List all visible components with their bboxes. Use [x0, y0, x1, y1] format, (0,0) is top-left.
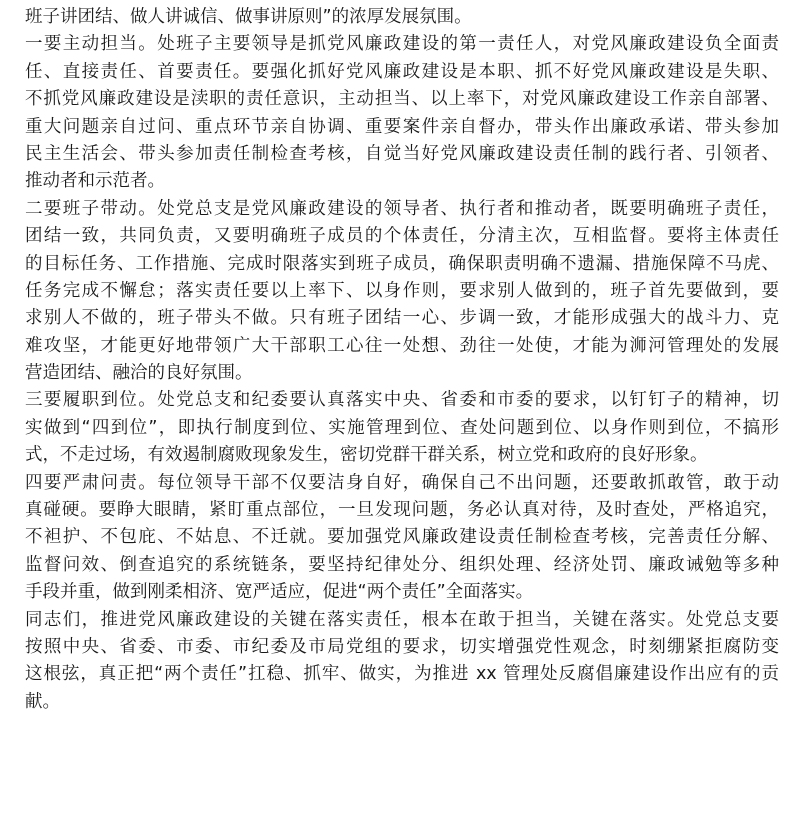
text-line: 实做到“四到位”，即执行制度到位、实施管理到位、查处问题到位、以身作则到位，不搞形 — [25, 417, 779, 438]
document-body — [25, 4, 785, 716]
text-line: 三要履职到位。处党总支和纪委要认真落实中央、省委和市委的要求，以钉钉子的精神，切 — [25, 390, 779, 411]
text-line: 真碰硬。要睁大眼睛，紧盯重点部位，一旦发现问题，务必认真对待，及时查处，严格追究， — [25, 500, 779, 521]
text-line: 不抓党风廉政建设是渎职的责任意识，主动担当、以上率下，对党风廉政建设工作亲自部署、 — [25, 89, 779, 110]
text-line: 任、直接责任、首要责任。要强化抓好党风廉政建设是本职、抓不好党风廉政建设是失职、 — [25, 61, 779, 82]
text-line: 任务完成不懈怠；落实责任要以上率下、以身作则，要求别人做到的，班子首先要做到，要 — [25, 280, 779, 301]
text-line: 民主生活会、带头参加责任制检查考核，自觉当好党风廉政建设责任制的践行者、引领者、 — [25, 143, 779, 164]
text-line: 推动者和示范者。 — [25, 171, 165, 192]
text-line: 营造团结、融洽的良好氛围。 — [25, 363, 253, 384]
text-line: 求别人不做的，班子带头不做。只有班子团结一心、步调一致，才能形成强大的战斗力、克 — [25, 308, 779, 329]
text-line: 四要严肃问责。每位领导干部不仅要洁身自好，确保自己不出问题，还要敢抓敢管，敢于动 — [25, 472, 779, 493]
text-line: 同志们，推进党风廉政建设的关键在落实责任，根本在敢于担当，关键在落实。处党总支要 — [25, 609, 779, 630]
text-line: 难攻坚，才能更好地带领广大干部职工心往一处想、劲往一处使，才能为浉河管理处的发展 — [25, 335, 779, 356]
text-line: 一要主动担当。处班子主要领导是抓党风廉政建设的第一责任人，对党风廉政建设负全面责 — [25, 34, 779, 55]
text-line: 团结一致，共同负责，又要明确班子成员的个体责任，分清主次，互相监督。要将主体责任 — [25, 226, 779, 247]
text-line: 这根弦，真正把“两个责任”扛稳、抓牢、做实，为推进 xx 管理处反腐倡廉建设作出应有的贡 — [25, 664, 779, 685]
text-line: 不袒护、不包庇、不姑息、不迁就。要加强党风廉政建设责任制检查考核，完善责任分解、 — [25, 527, 779, 548]
text-line: 班子讲团结、做人讲诚信、做事讲原则”的浓厚发展氛围。 — [25, 7, 472, 27]
text-line: 的目标任务、工作措施、完成时限落实到班子成员，确保职责明确不遗漏、措施保障不马虎、 — [25, 253, 779, 274]
text-line: 监督问效、倒查追究的系统链条，要坚持纪律处分、组织处理、经济处罚、廉政诫勉等多种 — [25, 554, 779, 575]
text-line: 按照中央、省委、市委、市纪委及市局党组的要求，切实增强党性观念，时刻绷紧拒腐防变 — [25, 636, 779, 657]
text-line: 重大问题亲自过问、重点环节亲自协调、重要案件亲自督办，带头作出廉政承诺、带头参加 — [25, 116, 779, 137]
text-line: 二要班子带动。处党总支是党风廉政建设的领导者、执行者和推动者，既要明确班子责任， — [25, 198, 779, 219]
text-line: 献。 — [25, 691, 60, 712]
text-line: 式，不走过场，有效遏制腐败现象发生，密切党群干群关系，树立党和政府的良好形象。 — [25, 445, 708, 466]
text-line: 手段并重，做到刚柔相济、宽严适应，促进“两个责任”全面落实。 — [25, 582, 534, 603]
